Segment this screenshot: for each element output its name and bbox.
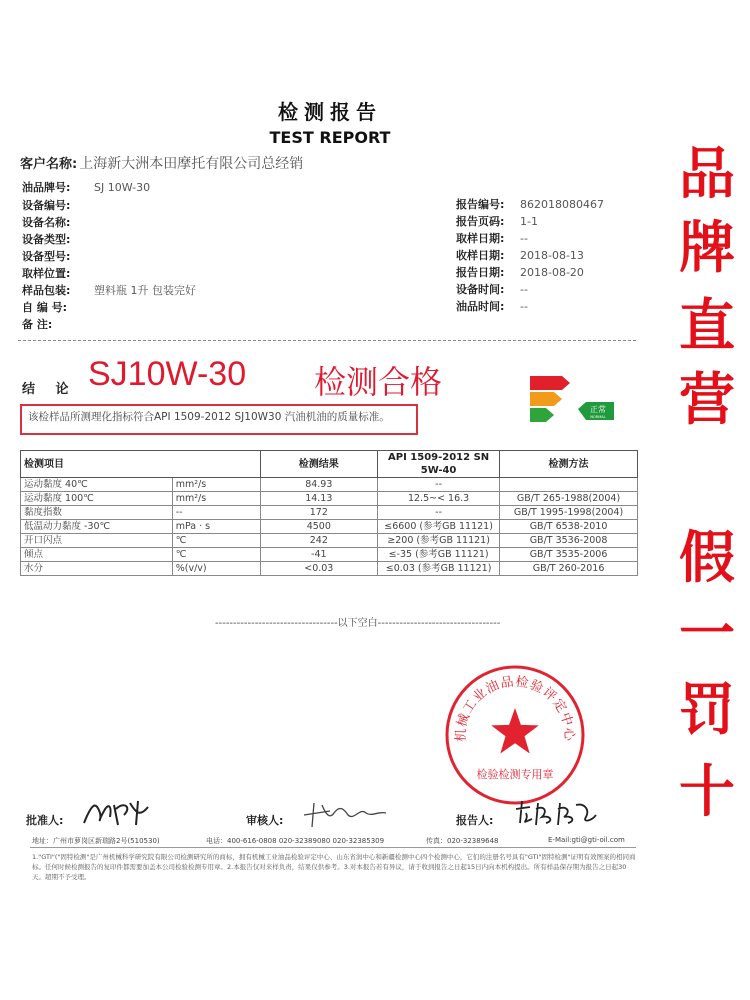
cell-unit: mm²/s <box>172 492 260 506</box>
results-table <box>20 450 638 576</box>
section-divider <box>18 340 636 341</box>
header-standard: API 1509-2012 SN 5W-40 <box>378 451 500 478</box>
conclusion-label: 结 论 <box>22 382 77 397</box>
field-sample-packaging: 样品包装: 塑料瓶 1升 包装完好 <box>22 284 196 297</box>
email-line: E-Mail:gti@gti-oil.com <box>548 836 625 844</box>
cell-item: 黏度指数 <box>21 506 173 520</box>
report-title-en: TEST REPORT <box>269 128 391 147</box>
table-row <box>21 534 638 548</box>
reporter-signature <box>510 795 600 831</box>
footer-fine-print: 1."GTI"("固特检测"是广州机械科学研究院有限公司检测研究所的商标，拥有机械工业油品检验评定中心、山东省润中心和新疆检测中心四个检测中心，它们的注册名号具有"GTI"固特检测"证明有效图案的相同商标。任何时候检测报告的复印件都需要加盖本公司检验检测专用章。2.本报告仅对来样负责，结果仅供参考。3.对本报告若有异议，请于收到报告之日起15日内向本机构提出。所有样品保存期为报告之日起30天。超期不予受理。 <box>32 853 636 881</box>
cell-unit: -- <box>172 506 260 520</box>
address-line: 地址：广州市萝岗区新瑞路2号(510530) <box>32 837 160 845</box>
client-value: 上海新大洲本田摩托有限公司总经销 <box>79 156 304 172</box>
cell-method: GB/T 3535-2006 <box>500 548 638 562</box>
cell-unit: mm²/s <box>172 478 260 492</box>
blank-below-marker: ----------------------------------以下空白---------------------------------- <box>215 618 501 629</box>
reviewer-signature <box>300 795 390 831</box>
cell-standard: -- <box>378 506 500 520</box>
promo-char: 营 <box>679 368 735 433</box>
cell-standard: ≥200 (参考GB 11121) <box>378 534 500 548</box>
header-test-item: 检测项目 <box>21 451 261 478</box>
field-equipment-model: 设备型号: <box>22 250 71 263</box>
field-equipment-time: 设备时间: -- <box>456 283 528 296</box>
approver-label: 批准人: <box>26 814 64 827</box>
cell-method: GB/T 6538-2010 <box>500 520 638 534</box>
table-row <box>21 562 638 576</box>
table-row <box>21 492 638 506</box>
cell-result: <0.03 <box>260 562 378 576</box>
field-equipment-type: 设备类型: <box>22 233 71 246</box>
phone-line: 电话：400-616-0808 020-32389080 020-32385309 <box>206 837 385 845</box>
field-sampling-date: 取样日期: -- <box>456 232 528 245</box>
cell-method: GB/T 3536-2008 <box>500 534 638 548</box>
client-label: 客户名称: <box>20 157 78 172</box>
cell-method: GB/T 265-1988(2004) <box>500 492 638 506</box>
cell-item: 开口闪点 <box>21 534 173 548</box>
promo-char: 直 <box>679 294 735 359</box>
fax-line: 传真：020-32389648 <box>426 837 499 845</box>
cell-unit: mPa · s <box>172 520 260 534</box>
field-report-page: 报告页码: 1-1 <box>456 215 538 228</box>
field-received-date: 收样日期: 2018-08-13 <box>456 249 584 262</box>
cell-unit: ℃ <box>172 548 260 562</box>
promo-char: 牌 <box>679 216 735 281</box>
promo-char: 罚 <box>679 678 735 743</box>
cell-standard: 12.5~< 16.3 <box>378 492 500 506</box>
header-test-result: 检测结果 <box>260 451 378 478</box>
cell-item: 运动黏度 40℃ <box>21 478 173 492</box>
field-report-date: 报告日期: 2018-08-20 <box>456 266 584 279</box>
client-field <box>20 153 303 173</box>
promo-char: 一 <box>679 602 735 667</box>
energy-badge-text: 正常 <box>590 405 606 414</box>
cell-result: 242 <box>260 534 378 548</box>
approver-signature <box>78 795 158 831</box>
cell-standard: ≤0.03 (参考GB 11121) <box>378 562 500 576</box>
cell-result: 172 <box>260 506 378 520</box>
field-equipment-name: 设备名称: <box>22 216 71 229</box>
cell-method <box>500 478 638 492</box>
table-row <box>21 548 638 562</box>
field-oil-time: 油品时间: -- <box>456 300 528 313</box>
field-sampling-location: 取样位置: <box>22 267 71 280</box>
energy-rating-icon <box>530 376 620 436</box>
cell-unit: %(v/v) <box>172 562 260 576</box>
table-row <box>21 520 638 534</box>
table-row <box>21 506 638 520</box>
cell-item: 水分 <box>21 562 173 576</box>
inspection-seal <box>440 660 590 810</box>
cell-result: 84.93 <box>260 478 378 492</box>
cell-item: 低温动力黏度 -30℃ <box>21 520 173 534</box>
footer-divider <box>30 847 636 848</box>
cell-standard: -- <box>378 478 500 492</box>
overlay-pass-text: 检测合格 <box>314 363 443 401</box>
report-title-cn: 检测报告 <box>278 100 382 124</box>
header-test-method: 检测方法 <box>500 451 638 478</box>
table-row <box>21 478 638 492</box>
seal-text: 机械工业油品检验评定中心 <box>453 674 577 742</box>
table-header-row <box>21 451 638 478</box>
cell-item: 运动黏度 100℃ <box>21 492 173 506</box>
promo-char: 品 <box>679 142 735 207</box>
overlay-product-grade: SJ10W-30 <box>88 355 247 393</box>
cell-result: -41 <box>260 548 378 562</box>
promo-char: 十 <box>679 760 735 825</box>
reviewer-label: 审核人: <box>246 814 284 827</box>
field-report-number: 报告编号: 862018080467 <box>456 198 604 211</box>
seal-star-icon <box>491 708 539 754</box>
cell-item: 倾点 <box>21 548 173 562</box>
cell-method: GB/T 1995-1998(2004) <box>500 506 638 520</box>
cell-method: GB/T 260-2016 <box>500 562 638 576</box>
cell-standard: ≤6600 (参考GB 11121) <box>378 520 500 534</box>
cell-standard: ≤-35 (参考GB 11121) <box>378 548 500 562</box>
field-oil-grade: 油品牌号: SJ 10W-30 <box>22 181 151 194</box>
conclusion-text: 该检样品所测理化指标符合API 1509-2012 SJ10W30 汽油机油的质量标准。 <box>28 411 390 423</box>
promo-char: 假 <box>679 526 735 591</box>
field-equipment-no: 设备编号: <box>22 199 71 212</box>
energy-badge-subtext: NORMAL <box>590 415 606 419</box>
reporter-label: 报告人: <box>456 814 494 827</box>
cell-result: 14.13 <box>260 492 378 506</box>
field-remarks: 备 注: <box>22 318 53 331</box>
cell-unit: ℃ <box>172 534 260 548</box>
cell-result: 4500 <box>260 520 378 534</box>
field-self-number: 自 编 号: <box>22 301 68 314</box>
seal-subtext: 检验检测专用章 <box>476 768 554 781</box>
